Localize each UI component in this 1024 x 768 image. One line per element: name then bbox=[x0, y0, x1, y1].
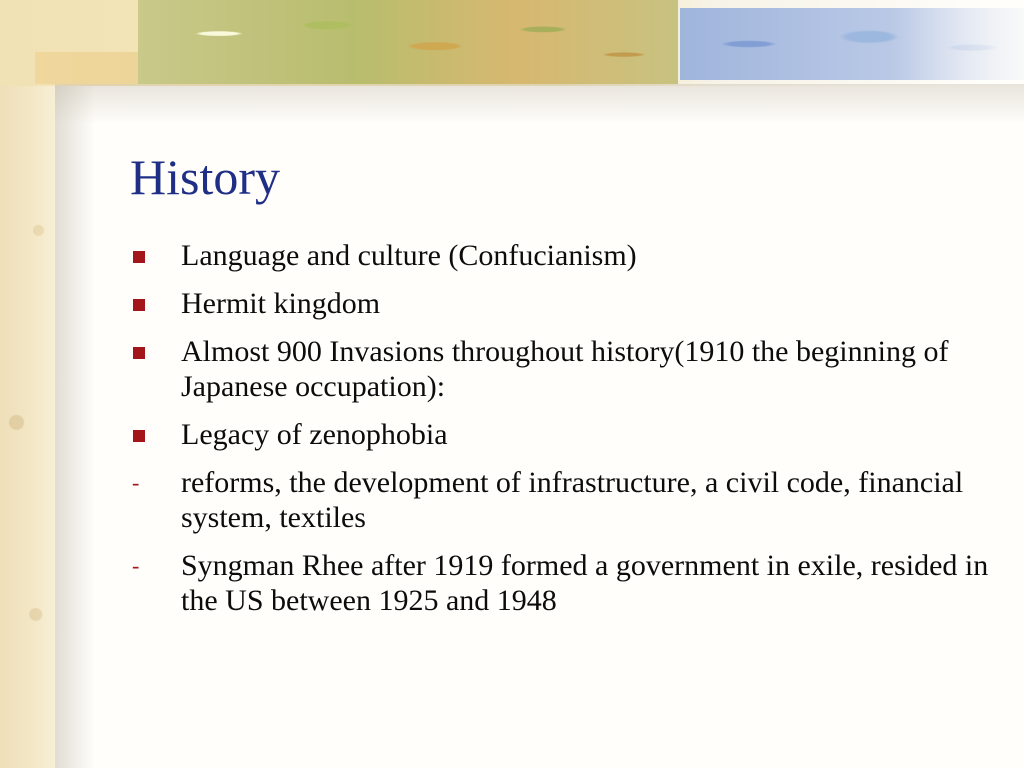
banner-shadow bbox=[55, 84, 1024, 124]
square-bullet-icon bbox=[133, 347, 145, 359]
bullet-text: Syngman Rhee after 1919 formed a government in exile, resided in the US between 1925 and 1948 bbox=[181, 549, 989, 617]
bullet-text: Legacy of zenophobia bbox=[181, 418, 448, 451]
dash-bullet-icon: - bbox=[132, 553, 140, 578]
bullet-item bbox=[130, 334, 990, 404]
banner-leaves-image bbox=[138, 0, 678, 84]
bullet-item bbox=[130, 548, 990, 618]
bullet-text: Almost 900 Invasions throughout history(1910 the beginning of Japanese occupation): bbox=[181, 335, 949, 403]
bullet-text: reforms, the development of infrastructure, a civil code, financial system, textiles bbox=[181, 466, 964, 534]
bullet-text: Language and culture (Confucianism) bbox=[181, 239, 637, 272]
square-bullet-icon bbox=[133, 251, 145, 263]
bullet-list bbox=[130, 238, 990, 631]
dash-bullet-icon: - bbox=[132, 470, 140, 495]
bullet-item bbox=[130, 238, 990, 273]
square-bullet-icon bbox=[133, 430, 145, 442]
slide-title: History bbox=[130, 149, 280, 205]
bullet-item bbox=[130, 417, 990, 452]
top-decorative-banner bbox=[0, 0, 1024, 86]
square-bullet-icon bbox=[133, 299, 145, 311]
left-decorative-strip bbox=[0, 0, 55, 768]
bullet-text: Hermit kingdom bbox=[181, 287, 381, 320]
bullet-item bbox=[130, 286, 990, 321]
bullet-item bbox=[130, 465, 990, 535]
banner-fade bbox=[900, 0, 1024, 86]
